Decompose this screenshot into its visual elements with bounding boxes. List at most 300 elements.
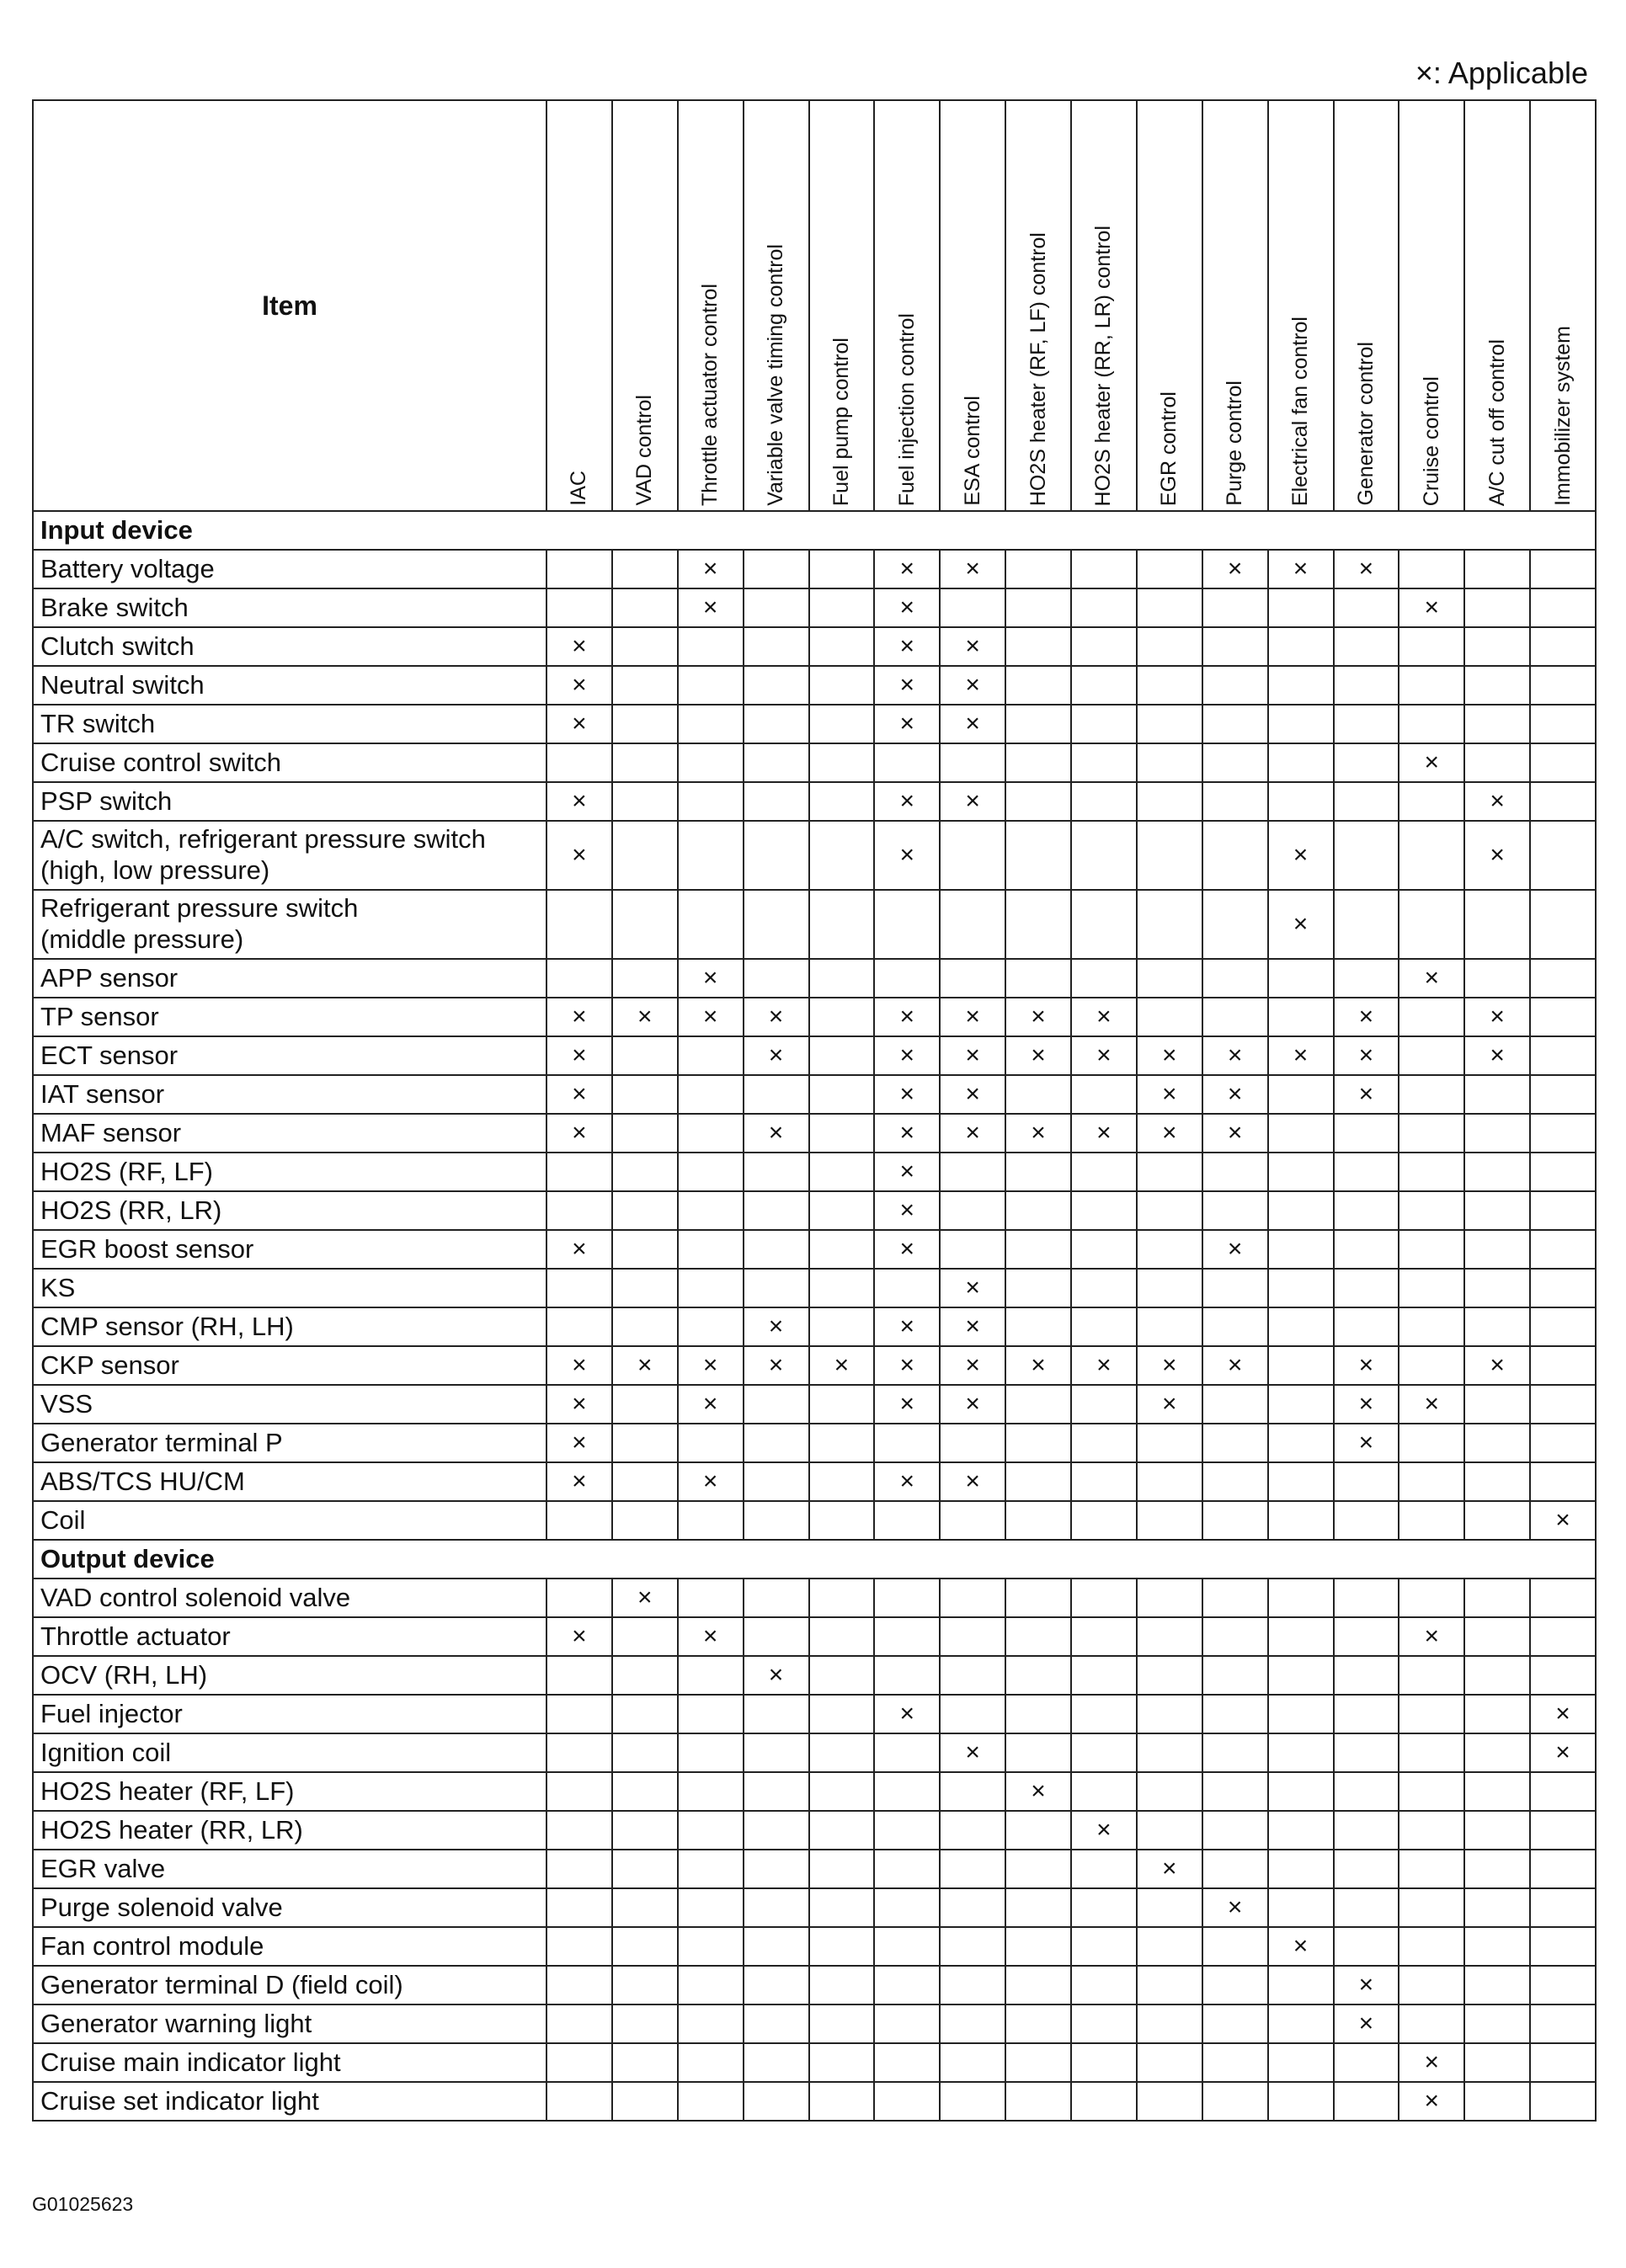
empty-cell xyxy=(1334,588,1399,627)
empty-cell xyxy=(874,1269,940,1307)
empty-cell xyxy=(809,821,875,890)
empty-cell xyxy=(1464,1385,1530,1424)
empty-cell xyxy=(1202,1772,1268,1811)
applicable-mark: × xyxy=(678,1462,744,1501)
empty-cell xyxy=(612,1695,678,1733)
empty-cell xyxy=(1334,959,1399,998)
empty-cell xyxy=(744,1501,809,1540)
empty-cell xyxy=(1399,1191,1464,1230)
empty-cell xyxy=(1202,1269,1268,1307)
empty-cell xyxy=(1334,821,1399,890)
row-label: TP sensor xyxy=(33,998,546,1036)
empty-cell xyxy=(874,1850,940,1888)
applicable-mark: × xyxy=(1202,1114,1268,1153)
empty-cell xyxy=(1005,1850,1071,1888)
empty-cell xyxy=(1202,1153,1268,1191)
empty-cell xyxy=(678,1733,744,1772)
empty-cell xyxy=(1202,1733,1268,1772)
empty-cell xyxy=(1530,1230,1596,1269)
empty-cell xyxy=(744,1695,809,1733)
empty-cell xyxy=(1268,1230,1334,1269)
empty-cell xyxy=(1268,1269,1334,1307)
empty-cell xyxy=(1137,1888,1202,1927)
empty-cell xyxy=(678,1811,744,1850)
empty-cell xyxy=(1071,705,1137,743)
empty-cell xyxy=(1202,1695,1268,1733)
empty-cell xyxy=(612,1617,678,1656)
column-header-label: Fuel injection control xyxy=(894,312,919,506)
empty-cell xyxy=(874,890,940,959)
row-label: Cruise main indicator light xyxy=(33,2043,546,2082)
applicable-mark: × xyxy=(1530,1733,1596,1772)
empty-cell xyxy=(1464,1501,1530,1540)
column-header-label: Cruise control xyxy=(1419,375,1443,506)
empty-cell xyxy=(1334,1695,1399,1733)
empty-cell xyxy=(546,959,612,998)
empty-cell xyxy=(1464,1114,1530,1153)
applicable-mark: × xyxy=(1334,1036,1399,1075)
applicable-mark: × xyxy=(1005,1346,1071,1385)
empty-cell xyxy=(940,890,1005,959)
empty-cell xyxy=(809,1733,875,1772)
empty-cell xyxy=(1137,1191,1202,1230)
empty-cell xyxy=(678,1269,744,1307)
empty-cell xyxy=(940,1772,1005,1811)
applicable-mark: × xyxy=(874,550,940,588)
empty-cell xyxy=(678,1153,744,1191)
empty-cell xyxy=(1202,1966,1268,2004)
empty-cell xyxy=(1005,1501,1071,1540)
applicable-mark: × xyxy=(1268,821,1334,890)
empty-cell xyxy=(1530,782,1596,821)
applicable-mark: × xyxy=(874,588,940,627)
empty-cell xyxy=(1530,1075,1596,1114)
applicable-mark: × xyxy=(678,550,744,588)
empty-cell xyxy=(1137,550,1202,588)
empty-cell xyxy=(1399,821,1464,890)
empty-cell xyxy=(1005,1966,1071,2004)
applicable-mark: × xyxy=(1334,1424,1399,1462)
empty-cell xyxy=(874,1579,940,1617)
empty-cell xyxy=(678,1424,744,1462)
empty-cell xyxy=(940,1966,1005,2004)
applicable-mark: × xyxy=(940,1346,1005,1385)
empty-cell xyxy=(940,1153,1005,1191)
column-header-label: Variable valve timing control xyxy=(764,244,788,506)
row-label: Generator terminal D (field coil) xyxy=(33,1966,546,2004)
table-row xyxy=(33,1811,1596,1850)
empty-cell xyxy=(1464,1424,1530,1462)
empty-cell xyxy=(1268,1733,1334,1772)
applicable-mark: × xyxy=(874,1153,940,1191)
empty-cell xyxy=(1071,821,1137,890)
row-label: HO2S (RF, LF) xyxy=(33,1153,546,1191)
row-label: Purge solenoid valve xyxy=(33,1888,546,1927)
empty-cell xyxy=(1399,890,1464,959)
row-label: IAT sensor xyxy=(33,1075,546,1114)
empty-cell xyxy=(940,959,1005,998)
row-label: Coil xyxy=(33,1501,546,1540)
applicable-mark: × xyxy=(1005,1036,1071,1075)
empty-cell xyxy=(1334,627,1399,666)
empty-cell xyxy=(744,2082,809,2121)
empty-cell xyxy=(809,666,875,705)
empty-cell xyxy=(940,1927,1005,1966)
empty-cell xyxy=(940,743,1005,782)
empty-cell xyxy=(874,2004,940,2043)
empty-cell xyxy=(940,2082,1005,2121)
empty-cell xyxy=(1137,959,1202,998)
empty-cell xyxy=(1005,1230,1071,1269)
applicable-mark: × xyxy=(546,821,612,890)
empty-cell xyxy=(612,743,678,782)
empty-cell xyxy=(1005,1191,1071,1230)
applicable-mark: × xyxy=(678,1346,744,1385)
empty-cell xyxy=(1268,782,1334,821)
empty-cell xyxy=(612,2043,678,2082)
column-header xyxy=(1268,100,1334,511)
empty-cell xyxy=(940,1656,1005,1695)
empty-cell xyxy=(1399,1501,1464,1540)
empty-cell xyxy=(809,1307,875,1346)
row-label: Fuel injector xyxy=(33,1695,546,1733)
row-label: EGR boost sensor xyxy=(33,1230,546,1269)
row-label: Throttle actuator xyxy=(33,1617,546,1656)
empty-cell xyxy=(809,1462,875,1501)
applicable-mark: × xyxy=(1202,1346,1268,1385)
applicable-mark: × xyxy=(1202,1230,1268,1269)
empty-cell xyxy=(1530,1036,1596,1075)
empty-cell xyxy=(1399,1462,1464,1501)
empty-cell xyxy=(1137,1269,1202,1307)
empty-cell xyxy=(678,821,744,890)
empty-cell xyxy=(744,1927,809,1966)
empty-cell xyxy=(809,1966,875,2004)
applicable-mark: × xyxy=(546,1617,612,1656)
applicable-mark: × xyxy=(1399,2043,1464,2082)
empty-cell xyxy=(1464,1191,1530,1230)
empty-cell xyxy=(546,1153,612,1191)
applicable-mark: × xyxy=(546,998,612,1036)
empty-cell xyxy=(1071,1617,1137,1656)
empty-cell xyxy=(1071,2004,1137,2043)
empty-cell xyxy=(1399,1656,1464,1695)
empty-cell xyxy=(1005,821,1071,890)
empty-cell xyxy=(1202,2082,1268,2121)
empty-cell xyxy=(1071,1966,1137,2004)
empty-cell xyxy=(744,1579,809,1617)
applicable-mark: × xyxy=(744,1036,809,1075)
empty-cell xyxy=(1005,1888,1071,1927)
empty-cell xyxy=(1071,1191,1137,1230)
empty-cell xyxy=(1464,1579,1530,1617)
empty-cell xyxy=(1464,1269,1530,1307)
applicable-mark: × xyxy=(1071,1036,1137,1075)
row-label: HO2S (RR, LR) xyxy=(33,1191,546,1230)
empty-cell xyxy=(1137,1424,1202,1462)
empty-cell xyxy=(744,588,809,627)
applicable-mark: × xyxy=(1005,1772,1071,1811)
empty-cell xyxy=(1334,1850,1399,1888)
empty-cell xyxy=(1334,743,1399,782)
applicable-mark: × xyxy=(940,1462,1005,1501)
column-header xyxy=(1071,100,1137,511)
empty-cell xyxy=(1071,1501,1137,1540)
empty-cell xyxy=(1005,1656,1071,1695)
empty-cell xyxy=(809,1191,875,1230)
empty-cell xyxy=(940,1424,1005,1462)
empty-cell xyxy=(1071,782,1137,821)
table-row xyxy=(33,782,1596,821)
empty-cell xyxy=(874,959,940,998)
empty-cell xyxy=(1334,1501,1399,1540)
empty-cell xyxy=(1202,890,1268,959)
empty-cell xyxy=(1071,2082,1137,2121)
applicable-mark: × xyxy=(1005,1114,1071,1153)
applicable-mark: × xyxy=(1137,1075,1202,1114)
applicable-mark: × xyxy=(546,666,612,705)
applicable-mark: × xyxy=(612,998,678,1036)
empty-cell xyxy=(1268,1075,1334,1114)
empty-cell xyxy=(678,627,744,666)
column-header xyxy=(546,100,612,511)
table-row xyxy=(33,1617,1596,1656)
empty-cell xyxy=(1399,1230,1464,1269)
empty-cell xyxy=(1005,959,1071,998)
empty-cell xyxy=(1530,821,1596,890)
empty-cell xyxy=(1268,959,1334,998)
empty-cell xyxy=(1334,1191,1399,1230)
empty-cell xyxy=(1268,1307,1334,1346)
empty-cell xyxy=(1530,998,1596,1036)
empty-cell xyxy=(1268,588,1334,627)
applicable-mark: × xyxy=(546,782,612,821)
empty-cell xyxy=(1071,1153,1137,1191)
applicable-mark: × xyxy=(1334,1346,1399,1385)
empty-cell xyxy=(1071,1307,1137,1346)
table-row xyxy=(33,627,1596,666)
empty-cell xyxy=(1137,1501,1202,1540)
applicable-mark: × xyxy=(874,1191,940,1230)
empty-cell xyxy=(1334,1811,1399,1850)
row-label: Ignition coil xyxy=(33,1733,546,1772)
applicable-mark: × xyxy=(1399,959,1464,998)
empty-cell xyxy=(1005,1927,1071,1966)
applicable-mark: × xyxy=(1399,588,1464,627)
empty-cell xyxy=(1202,588,1268,627)
empty-cell xyxy=(1399,705,1464,743)
empty-cell xyxy=(1464,1966,1530,2004)
table-row xyxy=(33,1656,1596,1695)
row-label: Generator terminal P xyxy=(33,1424,546,1462)
applicable-mark: × xyxy=(546,1424,612,1462)
empty-cell xyxy=(1005,1385,1071,1424)
empty-cell xyxy=(1268,1966,1334,2004)
empty-cell xyxy=(1137,627,1202,666)
empty-cell xyxy=(678,1075,744,1114)
empty-cell xyxy=(1005,588,1071,627)
empty-cell xyxy=(940,1230,1005,1269)
table-row xyxy=(33,550,1596,588)
empty-cell xyxy=(678,1036,744,1075)
empty-cell xyxy=(1137,1656,1202,1695)
empty-cell xyxy=(1268,1579,1334,1617)
empty-cell xyxy=(744,743,809,782)
empty-cell xyxy=(1268,2043,1334,2082)
empty-cell xyxy=(809,1385,875,1424)
empty-cell xyxy=(1334,666,1399,705)
empty-cell xyxy=(940,1191,1005,1230)
empty-cell xyxy=(874,2082,940,2121)
empty-cell xyxy=(1071,1656,1137,1695)
empty-cell xyxy=(1464,1153,1530,1191)
empty-cell xyxy=(1464,1850,1530,1888)
empty-cell xyxy=(1334,1927,1399,1966)
empty-cell xyxy=(1005,2043,1071,2082)
empty-cell xyxy=(546,1772,612,1811)
empty-cell xyxy=(1530,2004,1596,2043)
row-label: TR switch xyxy=(33,705,546,743)
empty-cell xyxy=(874,1501,940,1540)
empty-cell xyxy=(1202,2004,1268,2043)
empty-cell xyxy=(809,550,875,588)
empty-cell xyxy=(744,666,809,705)
table-row xyxy=(33,1462,1596,1501)
row-label: VAD control solenoid valve xyxy=(33,1579,546,1617)
empty-cell xyxy=(1071,1269,1137,1307)
empty-cell xyxy=(809,998,875,1036)
empty-cell xyxy=(1334,705,1399,743)
empty-cell xyxy=(809,1772,875,1811)
empty-cell xyxy=(1464,1307,1530,1346)
table-row xyxy=(33,890,1596,959)
empty-cell xyxy=(678,890,744,959)
empty-cell xyxy=(1464,1811,1530,1850)
empty-cell xyxy=(1137,1966,1202,2004)
table-row xyxy=(33,1695,1596,1733)
applicable-mark: × xyxy=(874,998,940,1036)
applicable-mark: × xyxy=(1137,1036,1202,1075)
empty-cell xyxy=(612,1772,678,1811)
table-row xyxy=(33,1153,1596,1191)
empty-cell xyxy=(1005,1153,1071,1191)
empty-cell xyxy=(744,1772,809,1811)
applicable-mark: × xyxy=(1071,1114,1137,1153)
empty-cell xyxy=(744,1462,809,1501)
row-label: Neutral switch xyxy=(33,666,546,705)
empty-cell xyxy=(1202,2043,1268,2082)
empty-cell xyxy=(809,959,875,998)
column-header-label: Purge control xyxy=(1223,381,1247,506)
applicable-mark: × xyxy=(940,1733,1005,1772)
applicable-mark: × xyxy=(1334,2004,1399,2043)
empty-cell xyxy=(809,1424,875,1462)
empty-cell xyxy=(940,1579,1005,1617)
applicable-mark: × xyxy=(809,1346,875,1385)
table-row xyxy=(33,1385,1596,1424)
empty-cell xyxy=(1137,1153,1202,1191)
table-row xyxy=(33,1927,1596,1966)
empty-cell xyxy=(1137,1811,1202,1850)
row-label: Brake switch xyxy=(33,588,546,627)
empty-cell xyxy=(1005,1269,1071,1307)
empty-cell xyxy=(1005,1307,1071,1346)
column-header xyxy=(940,100,1005,511)
empty-cell xyxy=(612,588,678,627)
empty-cell xyxy=(1005,2004,1071,2043)
empty-cell xyxy=(678,1927,744,1966)
empty-cell xyxy=(744,1385,809,1424)
empty-cell xyxy=(1530,1153,1596,1191)
row-label: CMP sensor (RH, LH) xyxy=(33,1307,546,1346)
empty-cell xyxy=(1530,2082,1596,2121)
empty-cell xyxy=(612,1850,678,1888)
empty-cell xyxy=(1530,1346,1596,1385)
empty-cell xyxy=(1137,588,1202,627)
column-header xyxy=(678,100,744,511)
empty-cell xyxy=(612,1307,678,1346)
empty-cell xyxy=(1334,1462,1399,1501)
applicable-mark: × xyxy=(678,1385,744,1424)
applicable-mark: × xyxy=(1334,1385,1399,1424)
column-header-label: VAD control xyxy=(632,395,657,506)
empty-cell xyxy=(1530,1385,1596,1424)
empty-cell xyxy=(1268,1424,1334,1462)
row-label: KS xyxy=(33,1269,546,1307)
empty-cell xyxy=(809,2004,875,2043)
empty-cell xyxy=(1137,705,1202,743)
column-header-label: Immobilizer system xyxy=(1550,326,1575,506)
empty-cell xyxy=(1071,1888,1137,1927)
empty-cell xyxy=(1137,743,1202,782)
applicable-mark: × xyxy=(678,588,744,627)
section-row xyxy=(33,1540,1596,1579)
applicable-mark: × xyxy=(678,998,744,1036)
applicable-mark: × xyxy=(1530,1695,1596,1733)
empty-cell xyxy=(809,1579,875,1617)
applicable-mark: × xyxy=(1334,550,1399,588)
row-label: PSP switch xyxy=(33,782,546,821)
column-header xyxy=(1464,100,1530,511)
table-row xyxy=(33,588,1596,627)
empty-cell xyxy=(744,1811,809,1850)
empty-cell xyxy=(1202,998,1268,1036)
empty-cell xyxy=(1464,1695,1530,1733)
empty-cell xyxy=(1334,1307,1399,1346)
table-row xyxy=(33,1733,1596,1772)
empty-cell xyxy=(678,1966,744,2004)
applicable-mark: × xyxy=(940,1307,1005,1346)
applicable-mark: × xyxy=(1399,1617,1464,1656)
empty-cell xyxy=(1334,1269,1399,1307)
empty-cell xyxy=(546,2082,612,2121)
applicable-mark: × xyxy=(744,1656,809,1695)
column-header-label: IAC xyxy=(567,471,591,506)
empty-cell xyxy=(678,705,744,743)
applicable-mark: × xyxy=(874,1307,940,1346)
empty-cell xyxy=(1530,1579,1596,1617)
empty-cell xyxy=(809,1927,875,1966)
applicable-mark: × xyxy=(1464,821,1530,890)
empty-cell xyxy=(612,1888,678,1927)
empty-cell xyxy=(546,743,612,782)
empty-cell xyxy=(940,1501,1005,1540)
row-label: OCV (RH, LH) xyxy=(33,1656,546,1695)
empty-cell xyxy=(1334,1733,1399,1772)
empty-cell xyxy=(1530,1772,1596,1811)
empty-cell xyxy=(1005,782,1071,821)
empty-cell xyxy=(1137,2043,1202,2082)
